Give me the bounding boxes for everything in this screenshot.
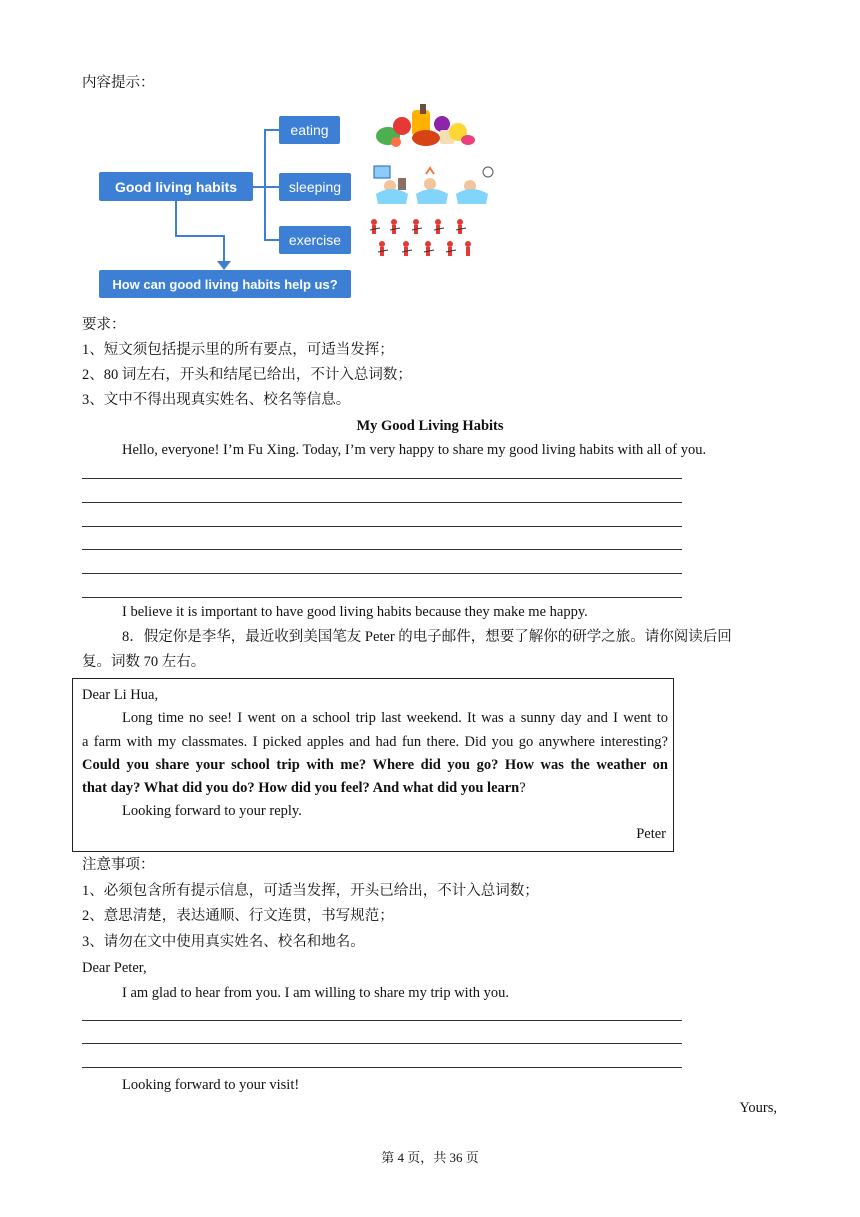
answer-line[interactable] [82,478,682,479]
notes-label: 注意事项： [82,857,155,873]
mindmap-arrowhead [217,261,231,270]
mindmap-connector [264,129,266,240]
essay-closing: I believe it is important to have good living habits because they make me happy. [122,604,588,620]
answer-line[interactable] [82,1020,682,1021]
letter-closing: Looking forward to your reply. [122,803,302,819]
answer-line[interactable] [82,526,682,527]
task8-line2: 复。词数 70 左右。 [82,654,206,670]
requirements-label: 要求： [82,317,126,333]
answer-line[interactable] [82,1067,682,1068]
reply-opening: I am glad to hear from you. I am willing to share my trip with you. [122,985,509,1001]
requirement-item: 1、短文须包括提示里的所有要点，可适当发挥； [82,342,394,358]
mindmap-branch-eating: eating [279,116,340,144]
food-illustration [368,102,476,150]
answer-line[interactable] [82,597,682,598]
reply-closing: Looking forward to your visit! [122,1077,300,1093]
reply-greeting: Dear Peter, [82,960,147,976]
reply-signoff: Yours, [739,1100,777,1116]
task8-line1: 8．假定你是李华，最近收到美国笔友 Peter 的电子邮件，想要了解你的研学之旅。请你阅读后回 [122,629,732,645]
requirement-item: 2、80 词左右，开头和结尾已给出，不计入总词数； [82,367,412,383]
note-item: 3、请勿在文中使用真实姓名、校名和地名。 [82,934,365,950]
letter-question-line [82,780,526,797]
page-footer: 第 4 页，共 36 页 [381,1150,479,1165]
mindmap-center-box: Good living habits [99,172,253,201]
essay-title: My Good Living Habits [356,418,504,434]
mindmap-connector [264,186,279,188]
mindmap-connector [175,235,225,237]
letter-question: Could you share your school trip with me? Where did you go? How was the weather on [82,757,668,773]
letter-question: that day? What did you do? How did you feel? And what did you learn [82,780,520,796]
answer-line[interactable] [82,573,682,574]
exercise-illustration [368,216,476,262]
mindmap-branch-exercise: exercise [279,226,351,254]
mindmap-connector [264,129,279,131]
mindmap-connector [264,239,279,241]
answer-line[interactable] [82,1043,682,1044]
letter-paragraph: a farm with my classmates. I picked apples and had fun there. Did you go anywhere interesting? [82,734,668,750]
mindmap-question-box: How can good living habits help us? [99,270,351,298]
letter-paragraph: Long time no see! I went on a school trip last weekend. It was a sunny day and I went to [122,710,668,726]
mindmap-connector [175,201,177,237]
note-item: 2、意思清楚，表达通顺、行文连贯，书写规范； [82,908,394,924]
essay-opening: Hello, everyone! I’m Fu Xing. Today, I’m very happy to share my good living habits with all of you. [122,442,707,458]
answer-line[interactable] [82,549,682,550]
question-mark: ? [519,780,526,796]
requirement-item: 3、文中不得出现真实姓名、校名等信息。 [82,392,351,408]
note-item: 1、必须包含所有提示信息，可适当发挥，开头已给出，不计入总词数； [82,883,539,899]
hint-label: 内容提示： [82,75,155,91]
answer-line[interactable] [82,502,682,503]
letter-signature: Peter [636,826,666,842]
sleeping-illustration [372,164,498,208]
letter-greeting: Dear Li Hua, [82,687,159,703]
mindmap-branch-sleeping: sleeping [279,173,351,201]
